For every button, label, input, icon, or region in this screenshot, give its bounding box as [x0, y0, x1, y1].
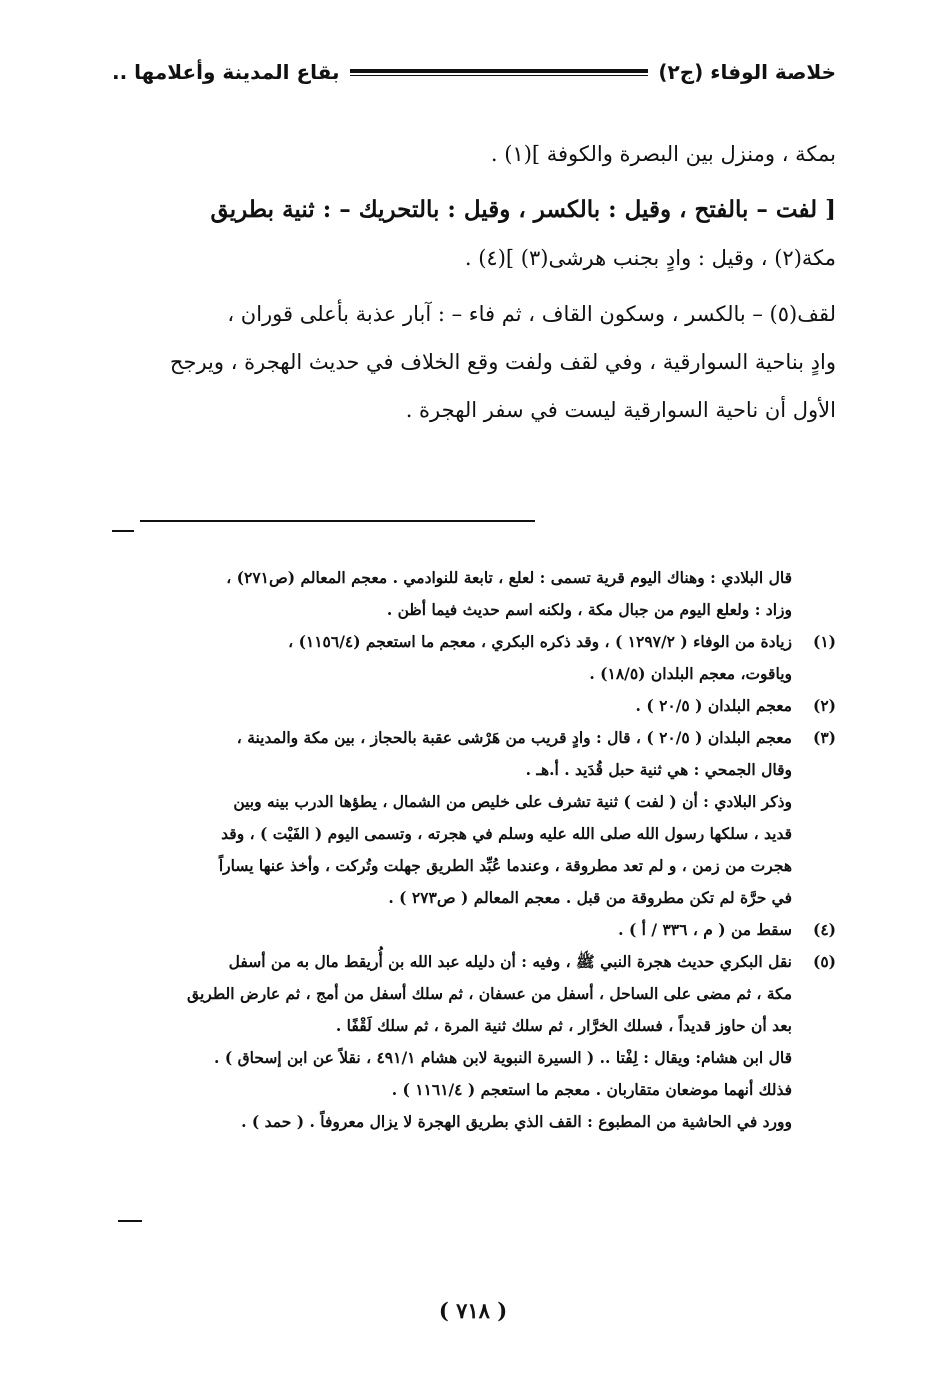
header-rule: [350, 69, 649, 76]
paragraph-gap: [108, 178, 836, 186]
page-number: ( ٧١٨ ): [438, 1298, 508, 1323]
footnote-2: [108, 690, 836, 722]
main-line-text: الأول أن ناحية السوارقية ليست في سفر الهجرة .: [405, 398, 836, 422]
footnote-separator: [140, 520, 535, 522]
footnote-number: (١): [812, 632, 836, 651]
main-line: [108, 290, 836, 338]
book-title: خلاصة الوفاء (ج٢): [658, 60, 836, 84]
main-text: [108, 130, 836, 434]
footnote-text: وذكر البلادي : أن ( لفت ) ثنية تشرف على خليص من الشمال ، يطؤها الدرب بينه وبين: [233, 792, 792, 811]
footnote-4: [108, 914, 836, 946]
footnote-text: سقط من ( م ، ٣٣٦ / أ ) .: [618, 920, 792, 939]
footnote-3: [108, 722, 836, 754]
running-header: [112, 55, 836, 89]
footnote-text: قال ابن هشام: ويقال : لِفْتا .. ( السيرة النبوية لابن هشام ٤٩١/١ ، نقلاً عن ابن إسحاق ) .: [214, 1048, 792, 1067]
footnote-text: وقال الجمحي : هي ثنية حبل قُدَيد . أ.هـ .: [525, 760, 792, 779]
footnote-text: مكة ، ثم مضى على الساحل ، أسفل من عسفان ، ثم سلك أسفل من أمج ، ثم عارض الطريق: [187, 984, 792, 1003]
footnote-text: هجرت من زمن ، و لم تعد مطروقة ، وعندما عُبِّد الطريق جهلت وتُركت ، وأخذ عنها يساراً: [218, 856, 792, 875]
footnote-text: في حرَّة لم تكن مطروقة من قبل . معجم المعالم ( ص٢٧٣ ) .: [388, 888, 792, 907]
main-line: [108, 338, 836, 386]
footnote-number: (٥): [812, 952, 836, 971]
main-line-text: وادٍ بناحية السوارقية ، وفي لقف ولفت وقع الخلاف في حديث الهجرة ، ويرجح: [169, 350, 836, 374]
footnote-number: (٣): [812, 728, 836, 747]
main-line: [108, 234, 836, 282]
footnote-dash: [112, 530, 134, 532]
footnote-intro-line: وزاد : ولعلع اليوم من جبال مكة ، ولكنه اسم حديث فيما أظن .: [386, 600, 792, 619]
entry-laqf-line: لقف(٥) – بالكسر ، وسكون القاف ، ثم فاء – : آبار عذبة بأعلى قوران ،: [227, 302, 836, 326]
footnote-number: (٢): [812, 696, 836, 715]
footnotes: [108, 562, 836, 1138]
footnote-text: فذلك أنهما موضعان متقاربان . معجم ما استعجم ( ١١٦١/٤ ) .: [391, 1080, 792, 1099]
main-line: [108, 386, 836, 434]
footnote-text: معجم البلدان ( ٢٠/٥ ) ، قال : وادٍ قريب من هَرْشى عقبة بالحجاز ، بين مكة والمدينة ،: [236, 728, 792, 747]
footnote-dash: [118, 1220, 142, 1222]
footnote-text: وياقوت، معجم البلدان (١٨/٥) .: [589, 664, 792, 683]
footnote-intro-line: قال البلادي : وهناك اليوم قرية تسمى : لعلع ، تابعة للنوادمي . معجم المعالم (ص٢٧١) ،: [226, 568, 792, 587]
footnote-1: [108, 626, 836, 658]
main-line-text: بمكة ، ومنزل بين البصرة والكوفة ](١) .: [490, 142, 836, 166]
footnote-5: [108, 946, 836, 978]
footnote-text: قديد ، سلكها رسول الله صلى الله عليه وسلم في هجرته ، وتسمى اليوم ( الفَيْت ) ، وقد: [221, 824, 792, 843]
footnote-text: نقل البكري حديث هجرة النبي ﷺ ، وفيه : أن دليله عبد الله بن أُريقط مال به من أسفل: [228, 952, 792, 971]
main-line: [108, 186, 836, 234]
entry-lift-line: [ لفت – بالفتح ، وقيل : بالكسر ، وقيل : بالتحريك – : ثنية بطريق: [210, 196, 836, 223]
main-line: [108, 130, 836, 178]
footnote-text: زيادة من الوفاء ( ١٢٩٧/٢ ) ، وقد ذكره البكري ، معجم ما استعجم (١١٥٦/٤) ،: [288, 632, 792, 651]
main-line-text: مكة(٢) ، وقيل : وادٍ بجنب هرشى(٣) ](٤) .: [464, 246, 836, 270]
footnote-text: وورد في الحاشية من المطبوع : القف الذي بطريق الهجرة لا يزال معروفاً . ( حمد ) .: [241, 1112, 792, 1131]
section-title: بقاع المدينة وأعلامها ..: [112, 60, 340, 84]
paragraph-gap: [108, 282, 836, 290]
footnote-text: بعد أن حاوز قديداً ، فسلك الخرَّار ، ثم سلك ثنية المرة ، ثم سلك لَقْفًا .: [335, 1016, 792, 1035]
footnote-number: (٤): [812, 920, 836, 939]
footnote-text: معجم البلدان ( ٢٠/٥ ) .: [635, 696, 792, 715]
